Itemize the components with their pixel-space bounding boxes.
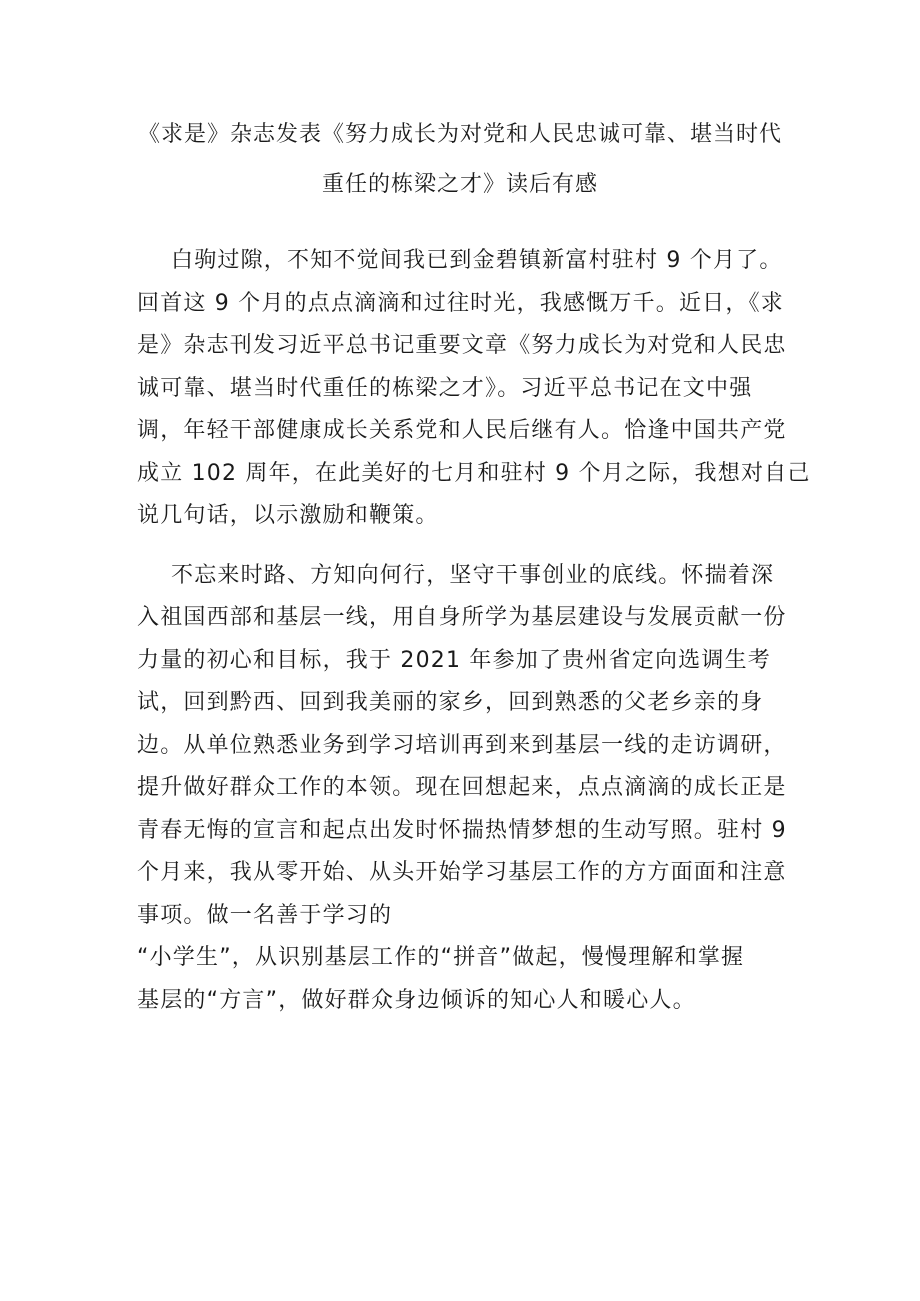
paragraph-line: 成立 102 周年，在此美好的七月和驻村 9 个月之际，我想对自己 bbox=[137, 460, 811, 486]
paragraph-line: 力量的初心和目标，我于 2021 年参加了贵州省定向选调生考 bbox=[137, 647, 771, 673]
paragraph-line: 调，年轻干部健康成长关系党和人民后继有人。恰逢中国共产党 bbox=[137, 418, 787, 443]
paragraph-line: 说几句话，以示激励和鞭策。 bbox=[137, 503, 439, 528]
paragraph-line: 事项。做一名善于学习的 bbox=[137, 902, 393, 928]
title-line-2: 重任的栋梁之才》读后有感 bbox=[321, 172, 598, 197]
paragraph-line: 基层的“方言”，做好群众身边倾诉的知心人和暖心人。 bbox=[137, 987, 696, 1013]
paragraph-2 bbox=[137, 555, 797, 1023]
paragraph-line: 是》杂志刊发习近平总书记重要文章《努力成长为对党和人民忠 bbox=[137, 333, 787, 358]
document-body bbox=[137, 240, 811, 1039]
paragraph-line: 提升做好群众工作的本领。现在回想起来，点点滴滴的成长正是 bbox=[137, 775, 787, 800]
paragraph-1 bbox=[137, 240, 811, 538]
paragraph-line: 入祖国西部和基层一线，用自身所学为基层建设与发展贡献一份 bbox=[137, 605, 787, 630]
paragraph-line: 诚可靠、堪当时代重任的栋梁之才》。习近平总书记在文中强 bbox=[137, 375, 753, 401]
paragraph-line: “小学生”，从识别基层工作的“拼音”做起，慢慢理解和掌握 bbox=[137, 945, 745, 970]
paragraph-line: 白驹过隙，不知不觉间我已到金碧镇新富村驻村 9 个月了。 bbox=[171, 248, 783, 273]
paragraph-line: 不忘来时路、方知向何行，坚守干事创业的底线。怀揣着深 bbox=[171, 562, 775, 588]
paragraph-line: 试，回到黔西、回到我美丽的家乡，回到熟悉的父老乡亲的身 bbox=[137, 690, 764, 715]
paragraph-line: 个月来，我从零开始、从头开始学习基层工作的方方面面和注意 bbox=[137, 860, 787, 885]
title-line-1: 《求是》杂志发表《努力成长为对党和人民忠诚可靠、堪当时代 bbox=[137, 122, 782, 147]
paragraph-line: 青春无悔的宣言和起点出发时怀揣热情梦想的生动写照。驻村 9 bbox=[137, 817, 787, 843]
paragraph-line: 边。从单位熟悉业务到学习培训再到来到基层一线的走访调研， bbox=[137, 732, 787, 758]
document-title bbox=[120, 110, 800, 210]
paragraph-line: 回首这 9 个月的点点滴滴和过往时光，我感慨万千。近日，《求 bbox=[137, 290, 784, 316]
